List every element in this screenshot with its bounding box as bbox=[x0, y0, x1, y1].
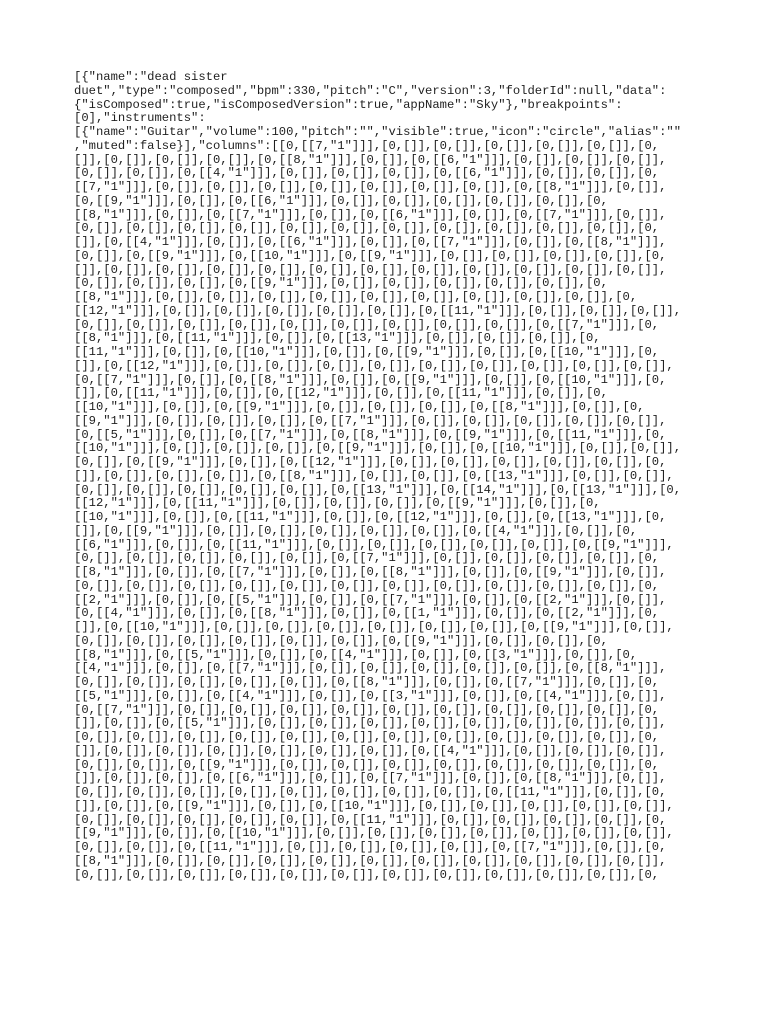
text-line: [0,[]],[0,[]],[0,[[11,"1"]]],[0,[]],[0,[]],[0,[]],[0,[]],[0,[[7,"1"]]],[0,[]],[0, bbox=[74, 840, 667, 854]
text-line: [0,[[7,"1"]]],[0,[]],[0,[[8,"1"]]],[0,[]],[0,[[9,"1"]]],[0,[]],[0,[[10,"1"]]],[0, bbox=[74, 372, 667, 387]
text-line: [[2,"1"]]],[0,[]],[0,[[5,"1"]]],[0,[]],[0,[[7,"1"]]],[0,[]],[0,[[2,"1"]]],[0,[]], bbox=[74, 592, 667, 607]
text-line: [0,[]],[0,[[9,"1"]]],[0,[[10,"1"]]],[0,[[9,"1"]]],[0,[]],[0,[]],[0,[]],[0,[]],[0, bbox=[74, 248, 667, 263]
text-line: []],[0,[]],[0,[]],[0,[]],[0,[]],[0,[]],[0,[]],[0,[]],[0,[]],[0,[]],[0,[]],[0,[]], bbox=[74, 262, 667, 277]
text-line: [[11,"1"]]],[0,[]],[0,[[10,"1"]]],[0,[]],[0,[[9,"1"]]],[0,[]],[0,[[10,"1"]]],[0, bbox=[74, 345, 660, 359]
text-line: []],[0,[]],[0,[]],[0,[]],[0,[[8,"1"]]],[0,[]],[0,[[6,"1"]]],[0,[]],[0,[]],[0,[]], bbox=[74, 152, 667, 167]
text-line: [[9,"1"]]],[0,[]],[0,[]],[0,[]],[0,[[7,"1"]]],[0,[]],[0,[]],[0,[]],[0,[]],[0,[]], bbox=[74, 413, 667, 428]
text-line: [0,[[4,"1"]]],[0,[]],[0,[[8,"1"]]],[0,[]],[0,[[1,"1"]]],[0,[]],[0,[[2,"1"]]],[0, bbox=[74, 606, 660, 621]
text-line: [[8,"1"]]],[0,[]],[0,[[7,"1"]]],[0,[]],[0,[[8,"1"]]],[0,[]],[0,[[9,"1"]]],[0,[]], bbox=[74, 565, 667, 579]
text-line: [[4,"1"]]],[0,[]],[0,[[7,"1"]]],[0,[]],[0,[]],[0,[]],[0,[]],[0,[]],[0,[[8,"1"]]], bbox=[74, 661, 667, 676]
text-line: []],[0,[[11,"1"]]],[0,[]],[0,[[12,"1"]]],[0,[]],[0,[[11,"1"]]],[0,[]],[0, bbox=[74, 386, 608, 401]
text-line: [0,[]],[0,[]],[0,[[4,"1"]]],[0,[]],[0,[]],[0,[]],[0,[[6,"1"]]],[0,[]],[0,[]],[0, bbox=[74, 166, 660, 181]
json-text-block bbox=[74, 71, 681, 882]
text-line: []],[0,[]],[0,[]],[0,[[6,"1"]]],[0,[]],[0,[[7,"1"]]],[0,[]],[0,[[8,"1"]]],[0,[]], bbox=[74, 771, 667, 786]
text-line: [0,[]],[0,[]],[0,[]],[0,[]],[0,[]],[0,[]],[0,[]],[0,[]],[0,[]],[0,[]],[0,[]],[0, bbox=[74, 578, 660, 593]
text-line: [[6,"1"]]],[0,[]],[0,[[11,"1"]]],[0,[]],[0,[]],[0,[]],[0,[]],[0,[]],[0,[[9,"1"]]], bbox=[74, 537, 674, 552]
text-line: [{"name":"Guitar","volume":100,"pitch":"","visible":true,"icon":"circle","alias":"" bbox=[74, 125, 682, 139]
text-line: []],[0,[]],[0,[[5,"1"]]],[0,[]],[0,[]],[0,[]],[0,[]],[0,[]],[0,[]],[0,[]],[0,[]], bbox=[74, 716, 667, 731]
text-line: [0,[]],[0,[]],[0,[]],[0,[]],[0,[]],[0,[[7,"1"]]],[0,[]],[0,[]],[0,[]],[0,[]],[0, bbox=[74, 551, 660, 566]
text-line: [0,[]],[0,[]],[0,[]],[0,[]],[0,[]],[0,[]],[0,[[9,"1"]]],[0,[]],[0,[]],[0, bbox=[74, 633, 608, 648]
text-line: [[8,"1"]]],[0,[[5,"1"]]],[0,[]],[0,[[4,"1"]]],[0,[]],[0,[[3,"1"]]],[0,[]],[0, bbox=[74, 647, 638, 662]
text-line: []],[0,[[10,"1"]]],[0,[]],[0,[]],[0,[]],[0,[]],[0,[]],[0,[]],[0,[[9,"1"]]],[0,[]], bbox=[74, 620, 674, 634]
text-line: [0,[]],[0,[]],[0,[]],[0,[]],[0,[]],[0,[[8,"1"]]],[0,[]],[0,[[7,"1"]]],[0,[]],[0, bbox=[74, 675, 660, 689]
text-line: []],[0,[]],[0,[]],[0,[]],[0,[[8,"1"]]],[0,[]],[0,[]],[0,[[13,"1"]]],[0,[]],[0,[]], bbox=[74, 468, 674, 483]
text-line: [0,[]],[0,[]],[0,[]],[0,[]],[0,[]],[0,[]],[0,[]],[0,[]],[0,[]],[0,[]],[0,[]],[0, bbox=[74, 867, 660, 882]
text-line: [0,[]],[0,[]],[0,[]],[0,[]],[0,[]],[0,[]],[0,[]],[0,[]],[0,[]],[0,[[7,"1"]]],[0, bbox=[74, 317, 660, 332]
text-line: [[7,"1"]]],[0,[]],[0,[]],[0,[]],[0,[]],[0,[]],[0,[]],[0,[]],[0,[[8,"1"]]],[0,[]], bbox=[74, 180, 667, 194]
text-line: [[12,"1"]]],[0,[]],[0,[]],[0,[]],[0,[]],[0,[]],[0,[[11,"1"]]],[0,[]],[0,[]],[0,[]], bbox=[74, 303, 682, 318]
text-line: [0,[[7,"1"]]],[0,[]],[0,[]],[0,[]],[0,[]],[0,[]],[0,[]],[0,[]],[0,[]],[0,[]],[0, bbox=[74, 702, 660, 717]
text-line: [0,[]],[0,[]],[0,[]],[0,[]],[0,[]],[0,[[13,"1"]]],[0,[[14,"1"]]],[0,[[13,"1"]]],[0, bbox=[74, 482, 682, 497]
text-line: [0,[]],[0,[[9,"1"]]],[0,[]],[0,[[12,"1"]]],[0,[]],[0,[]],[0,[]],[0,[]],[0,[]],[0, bbox=[74, 455, 667, 469]
text-line: [[8,"1"]]],[0,[]],[0,[]],[0,[]],[0,[]],[0,[]],[0,[]],[0,[]],[0,[]],[0,[]],[0, bbox=[74, 290, 638, 304]
text-line: [0,[]],[0,[]],[0,[]],[0,[]],[0,[]],[0,[]],[0,[]],[0,[]],[0,[]],[0,[]],[0,[]],[0, bbox=[74, 221, 660, 236]
text-line: [[5,"1"]]],[0,[]],[0,[[4,"1"]]],[0,[]],[0,[[3,"1"]]],[0,[]],[0,[[4,"1"]]],[0,[]], bbox=[74, 688, 667, 703]
text-line: []],[0,[[4,"1"]]],[0,[]],[0,[[6,"1"]]],[0,[]],[0,[[7,"1"]]],[0,[]],[0,[[8,"1"]]], bbox=[74, 235, 667, 249]
text-line: duet","type":"composed","bpm":330,"pitch":"C","version":3,"folderId":null,"data": bbox=[74, 83, 667, 98]
text-line: [[10,"1"]]],[0,[]],[0,[]],[0,[]],[0,[[9,"1"]]],[0,[]],[0,[[10,"1"]]],[0,[]],[0,[]], bbox=[74, 441, 682, 456]
text-line: [0],"instruments": bbox=[74, 111, 206, 126]
text-line: []],[0,[]],[0,[[9,"1"]]],[0,[]],[0,[[10,"1"]]],[0,[]],[0,[]],[0,[]],[0,[]],[0,[]], bbox=[74, 798, 674, 813]
text-line: ,"muted":false}],"columns":[[0,[[7,"1"]]],[0,[]],[0,[]],[0,[]],[0,[]],[0,[]],[0, bbox=[74, 138, 660, 153]
text-line: []],[0,[[9,"1"]]],[0,[]],[0,[]],[0,[]],[0,[]],[0,[]],[0,[[4,"1"]]],[0,[]],[0, bbox=[74, 523, 638, 538]
text-line: [0,[[9,"1"]]],[0,[]],[0,[[6,"1"]]],[0,[]],[0,[]],[0,[]],[0,[]],[0,[]],[0, bbox=[74, 193, 608, 208]
text-line: [[12,"1"]]],[0,[[11,"1"]]],[0,[]],[0,[]],[0,[]],[0,[[9,"1"]]],[0,[]],[0, bbox=[74, 496, 601, 511]
text-line: []],[0,[]],[0,[]],[0,[]],[0,[]],[0,[]],[0,[]],[0,[[4,"1"]]],[0,[]],[0,[]],[0,[]], bbox=[74, 743, 667, 758]
text-line: [0,[]],[0,[]],[0,[[9,"1"]]],[0,[]],[0,[]],[0,[]],[0,[]],[0,[]],[0,[]],[0,[]],[0, bbox=[74, 757, 660, 772]
text-line: [[8,"1"]]],[0,[[11,"1"]]],[0,[]],[0,[[13,"1"]]],[0,[]],[0,[]],[0,[]],[0, bbox=[74, 331, 601, 346]
text-line: [0,[]],[0,[]],[0,[]],[0,[]],[0,[]],[0,[]],[0,[]],[0,[]],[0,[[11,"1"]]],[0,[]],[0, bbox=[74, 785, 667, 799]
text-line: [0,[]],[0,[]],[0,[]],[0,[]],[0,[]],[0,[]],[0,[]],[0,[]],[0,[]],[0,[]],[0,[]],[0, bbox=[74, 730, 660, 744]
text-line: [[8,"1"]]],[0,[]],[0,[[7,"1"]]],[0,[]],[0,[[6,"1"]]],[0,[]],[0,[[7,"1"]]],[0,[]], bbox=[74, 207, 667, 222]
text-line: [[9,"1"]]],[0,[]],[0,[[10,"1"]]],[0,[]],[0,[]],[0,[]],[0,[]],[0,[]],[0,[]],[0,[]], bbox=[74, 826, 674, 841]
text-line: []],[0,[[12,"1"]]],[0,[]],[0,[]],[0,[]],[0,[]],[0,[]],[0,[]],[0,[]],[0,[]],[0,[]], bbox=[74, 358, 674, 373]
text-line: [0,[]],[0,[]],[0,[]],[0,[]],[0,[]],[0,[[11,"1"]]],[0,[]],[0,[]],[0,[]],[0,[]],[0, bbox=[74, 812, 667, 827]
text-line: {"isComposed":true,"isComposedVersion":true,"appName":"Sky"},"breakpoints": bbox=[74, 97, 623, 112]
text-line: [[8,"1"]]],[0,[]],[0,[]],[0,[]],[0,[]],[0,[]],[0,[]],[0,[]],[0,[]],[0,[]],[0,[]], bbox=[74, 853, 667, 868]
text-line: [0,[]],[0,[]],[0,[]],[0,[[9,"1"]]],[0,[]],[0,[]],[0,[]],[0,[]],[0,[]],[0, bbox=[74, 276, 608, 291]
text-line: [{"name":"dead sister bbox=[74, 70, 228, 84]
text-line: [[10,"1"]]],[0,[]],[0,[[11,"1"]]],[0,[]],[0,[[12,"1"]]],[0,[]],[0,[[13,"1"]]],[0, bbox=[74, 510, 667, 524]
text-line: [0,[[5,"1"]]],[0,[]],[0,[[7,"1"]]],[0,[[8,"1"]]],[0,[[9,"1"]]],[0,[[11,"1"]]],[0, bbox=[74, 427, 667, 442]
text-line: [[10,"1"]]],[0,[]],[0,[[9,"1"]]],[0,[]],[0,[]],[0,[]],[0,[[8,"1"]]],[0,[]],[0, bbox=[74, 400, 645, 414]
